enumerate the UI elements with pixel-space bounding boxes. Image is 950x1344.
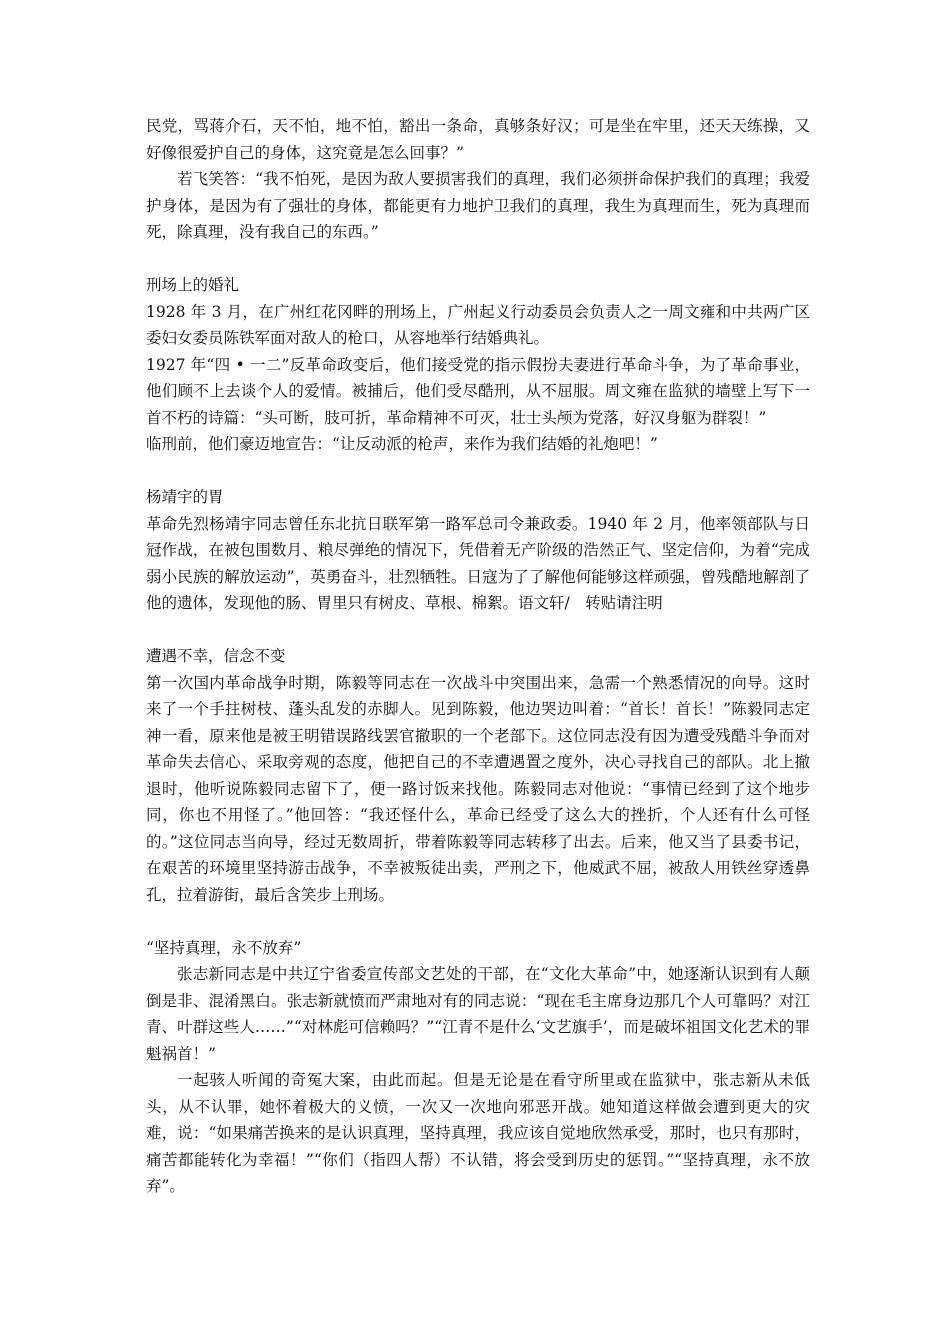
section-gap xyxy=(146,458,810,485)
section-heading: “坚持真理，永不放弃” xyxy=(146,938,302,957)
paragraph: 一起骇人听闻的奇冤大案，由此而起。但是无论是在看守所里或在监狱中，张志新从未低头，从不认罪，她怀着极大的义愤，一次又一次地向邪恶开战。她知道这样做会遭到更大的灾难，说：“如果痛苦换来的是认识真理，坚持真理，我应该自觉地欣然承受，那时，也只有那时，痛苦都能转化为幸福！”“你们（指四人帮）不认错，将会受到历史的惩罚。”“坚持真理，永不放弃”。 xyxy=(146,1071,810,1195)
paragraph: 张志新同志是中共辽宁省委宣传部文艺处的干部，在“文化大革命”中，她逐渐认识到有人颠倒是非、混淆黑白。张志新就愤而严肃地对有的同志说：“现在毛主席身边那几个人可靠吗？对江青、叶群这些人……”“对林彪可信赖吗？”“江青不是什么‘文艺旗手’，而是破坏祖国文化艺术的罪魁祸首！” xyxy=(146,965,810,1063)
paragraph: 1927 年“四 • 一二”反革命政变后，他们接受党的指示假扮夫妻进行革命斗争，为了革命事业，他们顾不上去谈个人的爱情。被捕后，他们受尽酷刑，从不屈服。周文雍在监狱的墙壁上写下一首不朽的诗篇：“头可断，肢可折，革命精神不可灭，壮士头颅为党落，好汉身躯为群裂！” xyxy=(146,355,810,427)
section-heading: 杨靖宇的胃 xyxy=(146,488,224,506)
paragraph: 临刑前，他们豪迈地宣告：“让反动派的枪声，来作为我们结婚的礼炮吧！” xyxy=(146,435,658,453)
document-page xyxy=(146,113,810,1200)
paragraph: 1928 年 3 月，在广州红花冈畔的刑场上，广州起义行动委员会负责人之一周文雍和中共两广区委妇女委员陈铁军面对敌人的枪口，从容地举行结婚典礼。 xyxy=(146,302,810,347)
section-heading: 遭遇不幸，信念不变 xyxy=(146,647,286,665)
paragraph: 革命先烈杨靖宇同志曾任东北抗日联军第一路军总司令兼政委。1940 年 2 月，他率领部队与日冠作战，在被包围数月、粮尽弹绝的情况下，凭借着无产阶级的浩然正气、坚定信仰，为着“完成弱小民族的解放运动”，英勇奋斗，壮烈牺牲。日寇为了了解他何能够这样顽强，曾残酷地解剖了他的遗体，发现他的肠、胃里只有树皮、草根、棉絮。语文轩/ 转贴请注明 xyxy=(146,514,810,612)
section-heading: 刑场上的婚礼 xyxy=(146,276,240,294)
paragraph: 第一次国内革命战争时期，陈毅等同志在一次战斗中突围出来，急需一个熟悉情况的向导。这时来了一个手拄树枝、蓬头乱发的赤脚人。见到陈毅，他边哭边叫着：“首长！首长！”陈毅同志定神一看，原来他是被王明错误路线罢官撤职的一个老部下。这位同志没有因为遭受残酷斗争而对革命失去信心、采取旁观的态度，他把自己的不幸遭遇置之度外，决心寻找自己的部队。北上撤退时，他听说陈毅同志留下了，便一路讨饭来找他。陈毅同志对他说：“事情已经到了这个地步同，你也不用怪了。”他回答：“我还怪什么，革命已经受了这么大的挫折，个人还有什么可怪的。”这位同志当向导，经过无数周折，带着陈毅等同志转移了出去。后来，他又当了县委书记，在艰苦的环境里坚持游击战争，不幸被叛徒出卖，严刑之下，他威武不屈，被敌人用铁丝穿透鼻孔，拉着游街，最后含笑步上刑场。 xyxy=(146,673,810,904)
section-gap xyxy=(146,246,810,273)
section-gap xyxy=(146,908,810,935)
paragraph: 若飞笑答：“我不怕死，是因为敌人要损害我们的真理，我们必须拼命保护我们的真理；我爱护身体，是因为有了强壮的身体，都能更有力地护卫我们的真理，我生为真理而生，死为真理而死，除真理，没有我自己的东西。” xyxy=(146,170,810,241)
paragraph: 民党，骂蒋介石，天不怕，地不怕，豁出一条命，真够条好汉；可是坐在牢里，还天天练操，又好像很爱护自己的身体，这究竟是怎么回事？” xyxy=(146,117,810,162)
section-gap xyxy=(146,617,810,644)
